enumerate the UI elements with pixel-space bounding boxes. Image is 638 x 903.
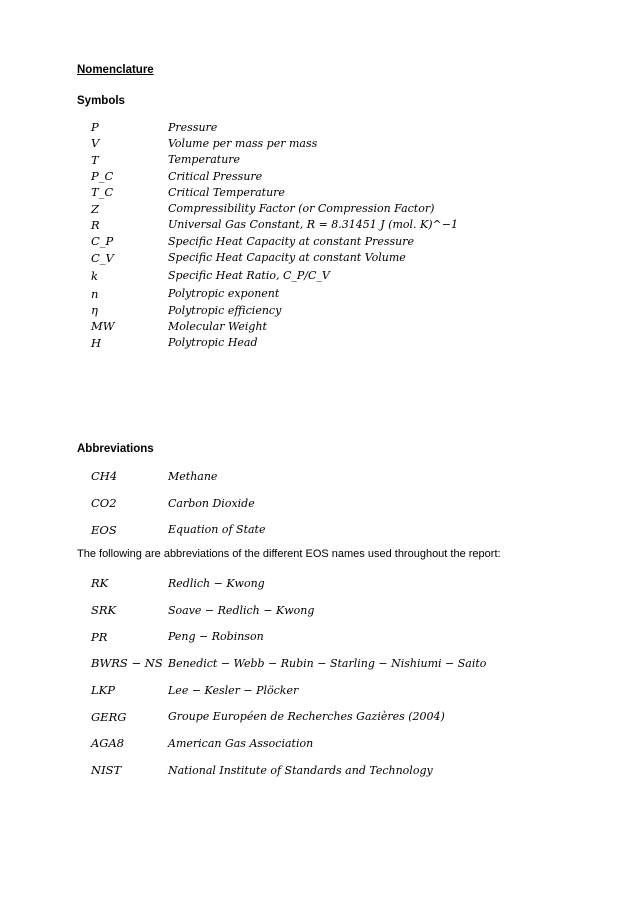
- eos-meaning: Benedict − Webb − Rubin − Starling − Nishiumi − Saito: [168, 656, 487, 670]
- eos-abbreviation: LKP: [91, 683, 115, 698]
- symbol-description: Polytropic efficiency: [168, 303, 282, 317]
- abbreviation-meaning: Carbon Dioxide: [168, 496, 255, 510]
- symbol-row: [91, 335, 571, 351]
- eos-row: [91, 570, 591, 597]
- symbol-row: [91, 286, 571, 302]
- symbol-description: Compressibility Factor (or Compression Factor): [168, 202, 435, 216]
- symbol-row: [91, 152, 571, 168]
- eos-meaning: Peng − Robinson: [168, 630, 264, 644]
- symbol-row: [91, 168, 571, 184]
- symbol-description: Volume per mass per mass: [168, 136, 318, 150]
- abbreviation-row: [91, 516, 591, 543]
- eos-abbreviation: BWRS − NS: [91, 656, 163, 671]
- abbreviations-list: [91, 463, 591, 543]
- symbol-row: [91, 318, 571, 334]
- abbreviation: CH4: [91, 469, 118, 484]
- eos-intro-paragraph: The following are abbreviations of the different EOS names used throughout the report:: [77, 548, 501, 560]
- symbol-row: [91, 249, 571, 265]
- symbol: n: [91, 286, 99, 301]
- symbol: T: [91, 152, 99, 167]
- symbol: P: [91, 120, 99, 135]
- abbreviation-row: [91, 490, 591, 517]
- symbol-description: Polytropic exponent: [168, 287, 280, 301]
- eos-abbreviation: GERG: [91, 709, 127, 724]
- eos-abbreviation: RK: [91, 576, 109, 591]
- abbreviation-meaning: Equation of State: [168, 523, 266, 537]
- eos-row: [91, 650, 591, 677]
- eos-meaning: Lee − Kesler − Plöcker: [168, 683, 299, 697]
- symbol: R: [91, 217, 100, 232]
- eos-meaning: Redlich − Kwong: [168, 576, 265, 590]
- eos-row: [91, 730, 591, 757]
- symbols-heading: Symbols: [77, 95, 125, 107]
- abbreviations-heading: Abbreviations: [77, 443, 154, 455]
- eos-row: [91, 623, 591, 650]
- symbol: T_C: [91, 185, 114, 200]
- symbol: C_V: [91, 250, 114, 265]
- symbol-description: Critical Temperature: [168, 185, 285, 199]
- symbol: η: [91, 303, 98, 318]
- abbreviation: EOS: [91, 522, 117, 537]
- symbol-row: [91, 217, 571, 233]
- page-title: Nomenclature: [77, 64, 154, 76]
- eos-abbreviation: NIST: [91, 763, 122, 778]
- abbreviation: CO2: [91, 496, 117, 511]
- symbol: MW: [91, 319, 115, 334]
- symbol-row: [91, 302, 571, 318]
- symbol-description: Universal Gas Constant, R = 8.31451 J (mol. K)^−1: [168, 218, 458, 232]
- symbol: k: [91, 268, 98, 283]
- eos-row: [91, 677, 591, 704]
- abbreviation-meaning: Methane: [168, 469, 218, 483]
- eos-meaning: National Institute of Standards and Technology: [168, 763, 433, 777]
- abbreviation-row: [91, 463, 591, 490]
- symbol-description: Specific Heat Capacity at constant Pressure: [168, 234, 415, 248]
- symbol-row: [91, 233, 571, 249]
- symbol-description: Specific Heat Capacity at constant Volume: [168, 251, 406, 265]
- eos-meaning: American Gas Association: [168, 736, 314, 750]
- symbol-row: [91, 135, 571, 151]
- eos-abbreviation: PR: [91, 629, 108, 644]
- symbol: H: [91, 335, 102, 350]
- symbol: P_C: [91, 169, 114, 184]
- symbol-description: Molecular Weight: [168, 319, 267, 333]
- eos-abbreviation: AGA8: [91, 736, 125, 751]
- symbol-description: Temperature: [168, 153, 241, 167]
- eos-meaning: Groupe Européen de Recherches Gazières (2004): [168, 710, 445, 724]
- symbols-list: [91, 119, 571, 351]
- eos-row: [91, 757, 591, 784]
- eos-row: [91, 703, 591, 730]
- symbol-row: [91, 184, 571, 200]
- eos-abbreviation: SRK: [91, 603, 117, 618]
- symbol-description: Critical Pressure: [168, 169, 263, 183]
- eos-names-list: [91, 570, 591, 784]
- symbol-row: [91, 119, 571, 135]
- eos-meaning: Soave − Redlich − Kwong: [168, 603, 315, 617]
- symbol: C_P: [91, 234, 114, 249]
- symbol-description: Pressure: [168, 120, 218, 134]
- symbol: V: [91, 136, 100, 151]
- eos-row: [91, 597, 591, 624]
- symbol: Z: [91, 201, 99, 216]
- symbol-description: Polytropic Head: [168, 336, 258, 350]
- symbol-row: [91, 200, 571, 216]
- symbol-row: [91, 266, 571, 286]
- symbol-description: Specific Heat Ratio, C_P/C_V: [168, 269, 330, 283]
